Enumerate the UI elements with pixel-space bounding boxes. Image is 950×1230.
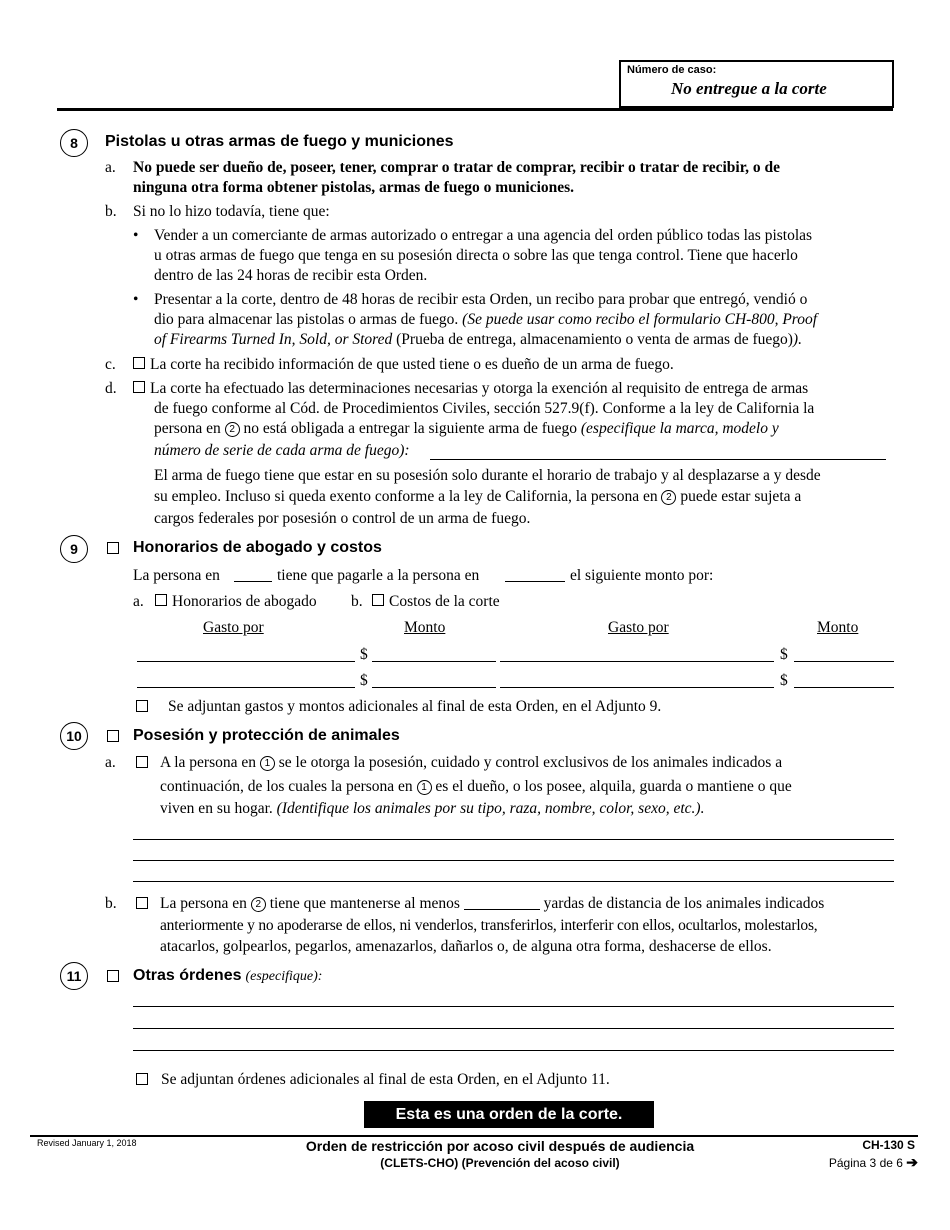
section-11-checkbox[interactable]	[107, 970, 119, 982]
section-11-title: Otras órdenes	[133, 967, 242, 984]
animals-field[interactable]	[133, 839, 894, 840]
case-number-box	[619, 60, 894, 108]
item-10a-line3-a: viven en su hogar.	[160, 800, 277, 817]
section-9-checkbox[interactable]	[107, 542, 119, 554]
item-8d-text: La corte ha efectuado las determinaciones necesarias y otorga la exención al requisito de entrega de armas	[150, 380, 809, 397]
item-8d-line2: de fuego conforme al Cód. de Procedimientos Civiles, sección 527.9(f). Conforme a la ley de California la	[154, 400, 815, 417]
item-8d-line3	[154, 419, 779, 439]
item-10b-line1	[160, 894, 824, 914]
item-10a-line2-b: es el dueño, o los posee, alquila, guarda o mantiene o que	[431, 778, 792, 795]
bullet-1-line1: Vender a un comerciante de armas autorizado o entregar a una agencia del orden público todas las pistolas	[154, 227, 813, 244]
item-9-amount-text: el siguiente monto por:	[570, 567, 714, 584]
column-header-gasto-1: Gasto por	[203, 619, 264, 636]
circled-1-icon: 1	[417, 780, 432, 795]
amount-field[interactable]	[794, 661, 894, 662]
item-8d-line6-b: puede estar sujeta a	[676, 488, 802, 505]
amount-field[interactable]	[372, 661, 496, 662]
payer-field[interactable]	[234, 581, 272, 582]
amount-field[interactable]	[794, 687, 894, 688]
bullet-2-line2-text: dio para almacenar las pistolas o armas de fuego.	[154, 311, 463, 328]
section-10-number: 10	[60, 722, 88, 750]
dollar-sign: $	[360, 672, 368, 689]
form-title: Orden de restricción por acoso civil después de audiencia	[305, 1138, 695, 1154]
item-8a-letter: a.	[105, 159, 116, 176]
attachment-11-checkbox[interactable]	[136, 1073, 148, 1085]
case-number-label: Número de caso:	[627, 64, 717, 76]
section-8-number: 8	[60, 129, 88, 157]
yards-distance-field[interactable]	[464, 895, 540, 910]
expense-field[interactable]	[500, 687, 774, 688]
attachment-9-text: Se adjuntan gastos y montos adicionales al final de esta Orden, en el Adjunto 9.	[168, 698, 662, 715]
item-8d-line1	[133, 379, 808, 399]
form-ch800-spanish-title: (Prueba de entrega, almacenamiento o venta de armas de fuego)	[392, 331, 793, 348]
dollar-sign: $	[360, 646, 368, 663]
animals-field[interactable]	[133, 860, 894, 861]
item-10b-checkbox[interactable]	[136, 897, 148, 909]
item-8a-line1: No puede ser dueño de, poseer, tener, comprar o tratar de comprar, recibir o tratar de recibir, o de	[133, 159, 781, 176]
bullet-icon: •	[133, 227, 139, 244]
bullet-icon: •	[133, 291, 139, 308]
item-10b-line1-b: tiene que mantenerse al menos	[265, 895, 464, 912]
item-10b-line2: anteriormente y no apoderarse de ellos, ni venderlos, transferirlos, interferir con ellos, ocultarlos, molestarlos,	[160, 917, 818, 934]
attachment-11-text: Se adjuntan órdenes adicionales al final de esta Orden, en el Adjunto 11.	[161, 1071, 610, 1088]
item-8c-checkbox[interactable]	[133, 357, 145, 369]
bullet-1-line3: dentro de las 24 horas de recibir esta Orden.	[154, 267, 428, 284]
page-number-text: Página 3 de 6	[828, 1156, 903, 1170]
amount-field[interactable]	[372, 687, 496, 688]
dollar-sign: $	[780, 672, 788, 689]
animals-field[interactable]	[133, 881, 894, 882]
item-9-payer-text: La persona en	[133, 567, 220, 584]
item-8d-line7: cargos federales por posesión o control de un arma de fuego.	[154, 510, 531, 527]
item-8d-letter: d.	[105, 380, 117, 397]
circled-1-icon: 1	[260, 756, 275, 771]
attorney-fees-checkbox[interactable]	[155, 594, 167, 606]
item-8d-line6	[154, 487, 801, 507]
bullet-1-line2: u otras armas de fuego que tenga en su posesión directa o sobre las que tenga control. Tiene que hacerlo	[154, 247, 798, 264]
attorney-fees-label: Honorarios de abogado	[172, 593, 317, 610]
form-id: CH-130 S	[862, 1138, 915, 1152]
case-number-value: No entregue a la corte	[671, 79, 827, 98]
revised-date: Revised January 1, 2018	[37, 1138, 137, 1148]
bullet-2-close: ).	[792, 331, 802, 348]
item-8c-text: La corte ha recibido información de que usted tiene o es dueño de un arma de fuego.	[150, 356, 674, 373]
circled-2-icon: 2	[225, 422, 240, 437]
item-10a-line2	[160, 777, 792, 797]
court-order-banner: Esta es una orden de la corte.	[364, 1101, 654, 1128]
item-8d-line3-b: no está obligada a entregar la siguiente arma de fuego	[239, 420, 581, 437]
attachment-9-checkbox[interactable]	[136, 700, 148, 712]
item-10a-line1-b: se le otorga la posesión, cuidado y control exclusivos de los animales indicados a	[274, 754, 783, 771]
section-11-heading	[133, 967, 322, 985]
item-9a-letter: a.	[133, 593, 144, 610]
form-ch800-english-title: of Firearms Turned In, Sold, or Stored	[154, 331, 393, 348]
bullet-2-line2-italic: (Se puede usar como recibo el formulario CH-800, Proof	[462, 311, 818, 328]
form-subtitle: (CLETS-CHO) (Prevención del acoso civil)	[380, 1156, 620, 1170]
item-8d-line3-a: persona en	[154, 420, 225, 437]
bullet-2-line1: Presentar a la corte, dentro de 48 horas de recibir esta Orden, un recibo para probar que entregó, vendió o	[154, 291, 808, 308]
page-number	[790, 1154, 918, 1171]
court-costs-label: Costos de la corte	[389, 593, 500, 610]
item-9b	[372, 592, 500, 612]
section-9-title: Honorarios de abogado y costos	[133, 539, 382, 556]
item-8d-line3-c: (especifique la marca, modelo y	[580, 420, 779, 437]
item-8d-line6-a: su empleo. Incluso si queda exento conforme a la ley de California, la persona en	[154, 488, 662, 505]
item-10a-line3	[160, 799, 704, 819]
footer-rule	[30, 1135, 918, 1137]
column-header-monto-2: Monto	[817, 619, 859, 636]
item-8d-line4: número de serie de cada arma de fuego):	[154, 442, 410, 459]
item-10a-line1	[160, 753, 782, 773]
section-11-number: 11	[60, 962, 88, 990]
bullet-2-line2	[154, 310, 817, 330]
item-8c-letter: c.	[105, 356, 116, 373]
item-8b-intro: Si no lo hizo todavía, tiene que:	[133, 203, 330, 220]
item-9b-letter: b.	[351, 593, 363, 610]
item-10a-line2-a: continuación, de los cuales la persona en	[160, 778, 417, 795]
bullet-2-line3	[154, 330, 802, 350]
item-10b-letter: b.	[105, 895, 117, 912]
section-10-checkbox[interactable]	[107, 730, 119, 742]
expense-field[interactable]	[137, 661, 355, 662]
item-10b-line1-c: yardas de distancia de los animales indicados	[539, 895, 825, 912]
column-header-gasto-2: Gasto por	[608, 619, 669, 636]
section-10-title: Posesión y protección de animales	[133, 727, 400, 744]
item-8b-letter: b.	[105, 203, 117, 220]
header-rule	[57, 108, 893, 111]
circled-2-icon: 2	[661, 490, 676, 505]
expense-field[interactable]	[500, 661, 774, 662]
other-orders-field[interactable]	[133, 1028, 894, 1029]
other-orders-field[interactable]	[133, 1050, 894, 1051]
expense-field[interactable]	[137, 687, 355, 688]
section-8-title: Pistolas u otras armas de fuego y municiones	[105, 133, 454, 150]
item-8c	[133, 355, 674, 375]
item-8d-checkbox[interactable]	[133, 381, 145, 393]
court-costs-checkbox[interactable]	[372, 594, 384, 606]
item-8d-line5: El arma de fuego tiene que estar en su posesión solo durante el horario de trabajo y al desplazarse a y desde	[154, 467, 821, 484]
firearm-description-field[interactable]	[430, 459, 886, 460]
section-9-number: 9	[60, 535, 88, 563]
item-10b-line1-a: La persona en	[160, 895, 251, 912]
payee-field[interactable]	[505, 581, 565, 582]
item-10b-line3: atacarlos, golpearlos, pegarlos, amenazarlos, dañarlos o, de alguna otra forma, deshacerse de ellos.	[160, 938, 772, 955]
next-page-arrow-icon: ➔	[906, 1154, 918, 1170]
circled-2-icon: 2	[251, 897, 266, 912]
item-8a-line2: ninguna otra forma obtener pistolas, armas de fuego o municiones.	[133, 179, 575, 196]
item-10a-checkbox[interactable]	[136, 756, 148, 768]
item-10a-line1-a: A la persona en	[160, 754, 260, 771]
column-header-monto-1: Monto	[404, 619, 446, 636]
item-10a-line3-b: (Identifique los animales por su tipo, raza, nombre, color, sexo, etc.).	[276, 800, 705, 817]
other-orders-field[interactable]	[133, 1006, 894, 1007]
item-10a-letter: a.	[105, 754, 116, 771]
section-11-title-note: (especifique):	[245, 969, 323, 984]
item-9-payee-text: tiene que pagarle a la persona en	[277, 567, 480, 584]
dollar-sign: $	[780, 646, 788, 663]
item-9a	[155, 592, 317, 612]
